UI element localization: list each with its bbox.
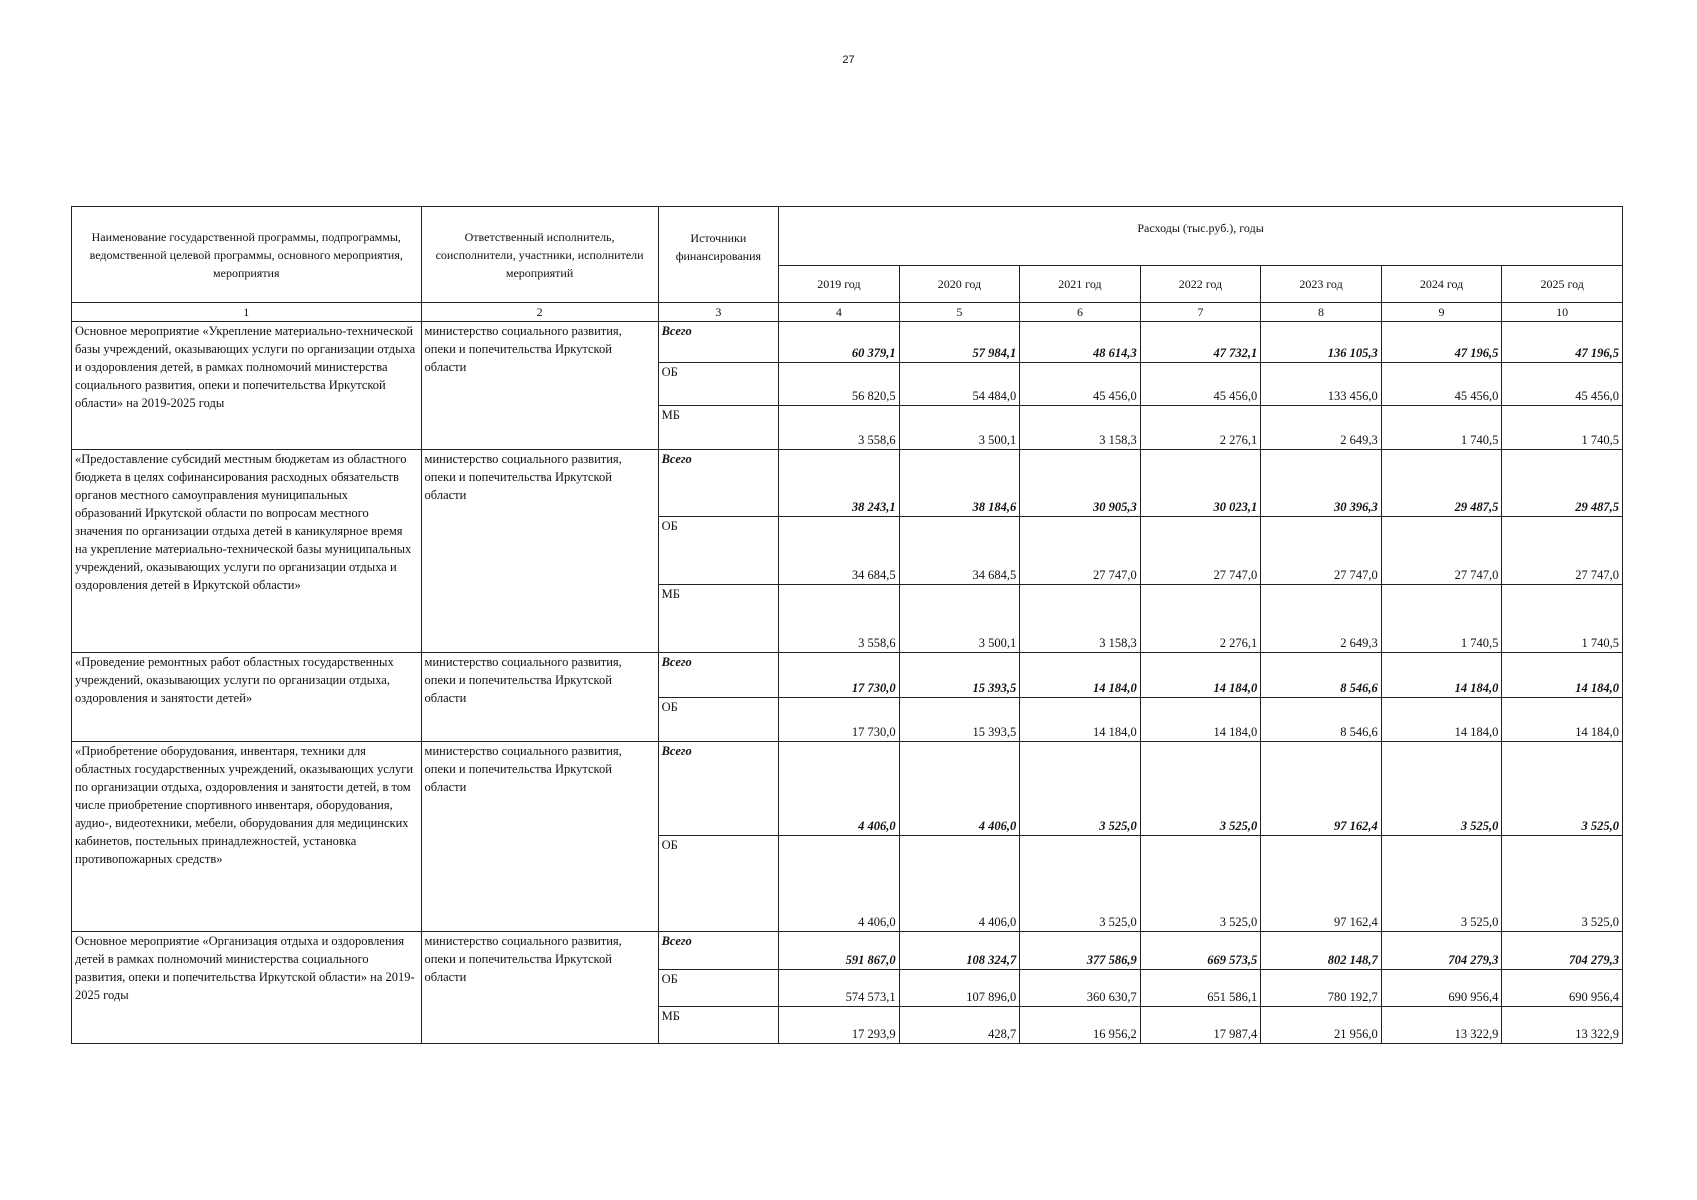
value-cell: 669 573,5 xyxy=(1140,932,1261,970)
header-expenses: Расходы (тыс.руб.), годы xyxy=(779,207,1623,266)
value-cell: 2 649,3 xyxy=(1261,585,1382,653)
value-cell: 17 730,0 xyxy=(779,698,900,742)
value-cell: 3 525,0 xyxy=(1502,836,1623,932)
program-name-cell: «Проведение ремонтных работ областных государственных учреждений, оказывающих услуги по организации отдыха, оздоровления и занятости детей» xyxy=(72,653,422,742)
page-number: 27 xyxy=(842,54,855,66)
source-label: ОБ xyxy=(658,363,779,406)
value-cell: 3 525,0 xyxy=(1020,836,1141,932)
value-cell: 21 956,0 xyxy=(1261,1007,1382,1044)
value-cell: 704 279,3 xyxy=(1381,932,1502,970)
value-cell: 16 956,2 xyxy=(1020,1007,1141,1044)
value-cell: 14 184,0 xyxy=(1381,698,1502,742)
budget-table xyxy=(71,206,1623,1044)
value-cell: 3 558,6 xyxy=(779,406,900,450)
value-cell: 14 184,0 xyxy=(1020,653,1141,698)
value-cell: 8 546,6 xyxy=(1261,698,1382,742)
column-number: 2 xyxy=(421,303,658,322)
executor-cell: министерство социального развития, опеки и попечительства Иркутской области xyxy=(421,322,658,450)
value-cell: 48 614,3 xyxy=(1020,322,1141,363)
value-cell: 97 162,4 xyxy=(1261,836,1382,932)
value-cell: 780 192,7 xyxy=(1261,970,1382,1007)
value-cell: 3 158,3 xyxy=(1020,406,1141,450)
source-label: МБ xyxy=(658,1007,779,1044)
column-number: 10 xyxy=(1502,303,1623,322)
value-cell: 29 487,5 xyxy=(1502,450,1623,517)
value-cell: 17 987,4 xyxy=(1140,1007,1261,1044)
value-cell: 47 196,5 xyxy=(1381,322,1502,363)
value-cell: 3 158,3 xyxy=(1020,585,1141,653)
value-cell: 54 484,0 xyxy=(899,363,1020,406)
executor-cell: министерство социального развития, опеки и попечительства Иркутской области xyxy=(421,653,658,742)
value-cell: 17 293,9 xyxy=(779,1007,900,1044)
value-cell: 47 732,1 xyxy=(1140,322,1261,363)
program-name-cell: «Предоставление субсидий местным бюджетам из областного бюджета в целях софинансирования расходных обязательств органов местного самоуправления муниципальных образований Иркутской области по вопросам местного значения по организации отдыха детей в каникулярное время на укрепление материально-технической базы муниципальных учреждений, оказывающих услуги по организации отдыха и оздоровления детей в Иркутской области» xyxy=(72,450,422,653)
value-cell: 690 956,4 xyxy=(1381,970,1502,1007)
value-cell: 2 649,3 xyxy=(1261,406,1382,450)
value-cell: 14 184,0 xyxy=(1502,653,1623,698)
value-cell: 45 456,0 xyxy=(1381,363,1502,406)
value-cell: 651 586,1 xyxy=(1140,970,1261,1007)
value-cell: 3 525,0 xyxy=(1502,742,1623,836)
value-cell: 1 740,5 xyxy=(1381,585,1502,653)
program-name-cell: «Приобретение оборудования, инвентаря, техники для областных государственных учреждений, оказывающих услуги по организации отдыха, оздоровления и занятости детей, в том числе приобретение спортивного инвентаря, оборудования, аудио-, видеотехники, мебели, оборудования для медицинских кабинетов, постельных принадлежностей, установка противопожарных средств» xyxy=(72,742,422,932)
column-number: 5 xyxy=(899,303,1020,322)
value-cell: 1 740,5 xyxy=(1502,406,1623,450)
header-year: 2022 год xyxy=(1140,266,1261,303)
value-cell: 14 184,0 xyxy=(1381,653,1502,698)
value-cell: 14 184,0 xyxy=(1020,698,1141,742)
header-year: 2020 год xyxy=(899,266,1020,303)
value-cell: 704 279,3 xyxy=(1502,932,1623,970)
value-cell: 14 184,0 xyxy=(1140,698,1261,742)
value-cell: 1 740,5 xyxy=(1381,406,1502,450)
value-cell: 3 525,0 xyxy=(1381,836,1502,932)
value-cell: 428,7 xyxy=(899,1007,1020,1044)
value-cell: 60 379,1 xyxy=(779,322,900,363)
value-cell: 3 500,1 xyxy=(899,406,1020,450)
value-cell: 591 867,0 xyxy=(779,932,900,970)
value-cell: 3 525,0 xyxy=(1140,836,1261,932)
value-cell: 30 023,1 xyxy=(1140,450,1261,517)
executor-cell: министерство социального развития, опеки и попечительства Иркутской области xyxy=(421,742,658,932)
value-cell: 2 276,1 xyxy=(1140,585,1261,653)
value-cell: 27 747,0 xyxy=(1261,517,1382,585)
source-label: ОБ xyxy=(658,836,779,932)
value-cell: 3 525,0 xyxy=(1140,742,1261,836)
value-cell: 802 148,7 xyxy=(1261,932,1382,970)
column-number: 1 xyxy=(72,303,422,322)
source-label: МБ xyxy=(658,585,779,653)
source-label: Всего xyxy=(658,742,779,836)
value-cell: 17 730,0 xyxy=(779,653,900,698)
header-year: 2019 год xyxy=(779,266,900,303)
value-cell: 30 396,3 xyxy=(1261,450,1382,517)
column-number: 8 xyxy=(1261,303,1382,322)
value-cell: 14 184,0 xyxy=(1502,698,1623,742)
value-cell: 13 322,9 xyxy=(1502,1007,1623,1044)
value-cell: 27 747,0 xyxy=(1020,517,1141,585)
header-year: 2024 год xyxy=(1381,266,1502,303)
value-cell: 4 406,0 xyxy=(779,742,900,836)
value-cell: 360 630,7 xyxy=(1020,970,1141,1007)
value-cell: 4 406,0 xyxy=(899,742,1020,836)
value-cell: 27 747,0 xyxy=(1502,517,1623,585)
source-label: ОБ xyxy=(658,970,779,1007)
source-label: Всего xyxy=(658,322,779,363)
value-cell: 3 525,0 xyxy=(1381,742,1502,836)
executor-cell: министерство социального развития, опеки и попечительства Иркутской области xyxy=(421,932,658,1044)
value-cell: 377 586,9 xyxy=(1020,932,1141,970)
value-cell: 45 456,0 xyxy=(1020,363,1141,406)
value-cell: 13 322,9 xyxy=(1381,1007,1502,1044)
value-cell: 27 747,0 xyxy=(1140,517,1261,585)
value-cell: 15 393,5 xyxy=(899,698,1020,742)
source-label: ОБ xyxy=(658,698,779,742)
value-cell: 56 820,5 xyxy=(779,363,900,406)
value-cell: 38 184,6 xyxy=(899,450,1020,517)
executor-cell: министерство социального развития, опеки и попечительства Иркутской области xyxy=(421,450,658,653)
value-cell: 29 487,5 xyxy=(1381,450,1502,517)
value-cell: 30 905,3 xyxy=(1020,450,1141,517)
value-cell: 14 184,0 xyxy=(1140,653,1261,698)
source-label: ОБ xyxy=(658,517,779,585)
column-number: 9 xyxy=(1381,303,1502,322)
value-cell: 27 747,0 xyxy=(1381,517,1502,585)
header-year: 2025 год xyxy=(1502,266,1623,303)
value-cell: 133 456,0 xyxy=(1261,363,1382,406)
value-cell: 3 500,1 xyxy=(899,585,1020,653)
value-cell: 574 573,1 xyxy=(779,970,900,1007)
source-label: Всего xyxy=(658,653,779,698)
value-cell: 107 896,0 xyxy=(899,970,1020,1007)
value-cell: 3 525,0 xyxy=(1020,742,1141,836)
header-program-name: Наименование государственной программы, подпрограммы, ведомственной целевой программы, основного мероприятия, мероприятия xyxy=(72,207,422,303)
column-number: 3 xyxy=(658,303,779,322)
value-cell: 4 406,0 xyxy=(899,836,1020,932)
source-label: Всего xyxy=(658,450,779,517)
header-executor: Ответственный исполнитель, соисполнители, участники, исполнители мероприятий xyxy=(421,207,658,303)
value-cell: 136 105,3 xyxy=(1261,322,1382,363)
value-cell: 4 406,0 xyxy=(779,836,900,932)
value-cell: 34 684,5 xyxy=(779,517,900,585)
value-cell: 1 740,5 xyxy=(1502,585,1623,653)
value-cell: 2 276,1 xyxy=(1140,406,1261,450)
value-cell: 108 324,7 xyxy=(899,932,1020,970)
value-cell: 38 243,1 xyxy=(779,450,900,517)
value-cell: 45 456,0 xyxy=(1502,363,1623,406)
column-number: 4 xyxy=(779,303,900,322)
value-cell: 690 956,4 xyxy=(1502,970,1623,1007)
value-cell: 45 456,0 xyxy=(1140,363,1261,406)
value-cell: 3 558,6 xyxy=(779,585,900,653)
value-cell: 8 546,6 xyxy=(1261,653,1382,698)
source-label: МБ xyxy=(658,406,779,450)
column-number: 6 xyxy=(1020,303,1141,322)
value-cell: 57 984,1 xyxy=(899,322,1020,363)
column-number: 7 xyxy=(1140,303,1261,322)
value-cell: 34 684,5 xyxy=(899,517,1020,585)
source-label: Всего xyxy=(658,932,779,970)
value-cell: 15 393,5 xyxy=(899,653,1020,698)
header-year: 2023 год xyxy=(1261,266,1382,303)
value-cell: 47 196,5 xyxy=(1502,322,1623,363)
header-year: 2021 год xyxy=(1020,266,1141,303)
value-cell: 97 162,4 xyxy=(1261,742,1382,836)
header-funding-source: Источники финансирования xyxy=(658,207,779,303)
program-name-cell: Основное мероприятие «Укрепление материально-технической базы учреждений, оказывающих услуги по организации отдыха и оздоровления детей, в рамках полномочий министерства социального развития, опеки и попечительства Иркутской области» на 2019-2025 годы xyxy=(72,322,422,450)
program-name-cell: Основное мероприятие «Организация отдыха и оздоровления детей в рамках полномочий министерства социального развития, опеки и попечительства Иркутской области» на 2019-2025 годы xyxy=(72,932,422,1044)
